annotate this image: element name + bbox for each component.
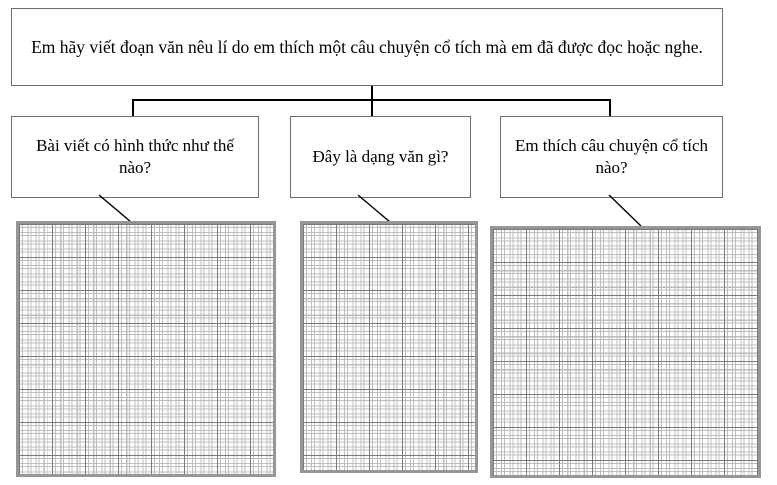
question-text-1: Bài viết có hình thức như thế nào?: [36, 136, 234, 177]
prompt-text: Em hãy viết đoạn văn nêu lí do em thích một câu chuyện cổ tích mà em đã được đọc hoặc nghe.: [31, 36, 703, 57]
answer-grid-3[interactable]: [490, 226, 761, 478]
prompt-box: [11, 8, 723, 86]
question-box-1: [11, 116, 259, 198]
question-text-3: Em thích câu chuyện cổ tích nào?: [514, 136, 709, 177]
question-box-2: [290, 116, 471, 198]
connector-drop-q2: [371, 99, 373, 117]
connector-stem: [371, 86, 373, 100]
answer-grid-1[interactable]: [16, 221, 276, 477]
leader-line-q3: [608, 194, 648, 230]
answer-grid-2[interactable]: [300, 221, 478, 473]
question-text-2: Đây là dạng văn gì?: [312, 147, 449, 167]
connector-drop-q3: [609, 99, 611, 117]
connector-drop-q1: [132, 99, 134, 117]
question-box-3: [500, 116, 723, 198]
